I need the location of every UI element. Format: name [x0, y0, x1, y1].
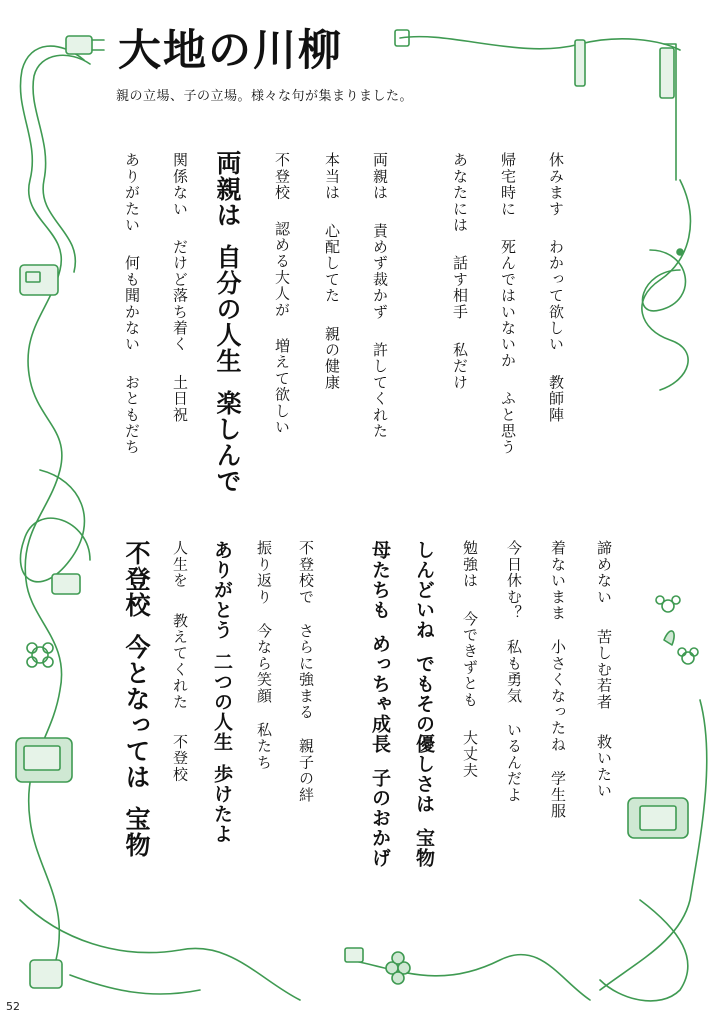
page-subtitle: 親の立場、子の立場。様々な句が集まりました。: [116, 89, 414, 104]
phrase: 振り返り: [255, 540, 273, 605]
phrase: 今となっては: [122, 634, 151, 790]
senryu-bottom-7: [298, 540, 313, 803]
phrase: いるんだよ: [505, 721, 523, 803]
phrase: 両親は: [213, 150, 242, 228]
phrase: 苦しむ若者: [595, 628, 613, 710]
phrase: おともだち: [123, 374, 141, 456]
senryu-top-5: [324, 152, 339, 390]
phrase: 勉強は: [461, 540, 479, 589]
phrase: 話す相手: [451, 255, 469, 320]
phrase: 不登校: [171, 733, 189, 783]
senryu-bottom-8: [256, 540, 271, 770]
phrase: ありがとう: [211, 540, 233, 640]
senryu-top-3: [452, 152, 467, 390]
phrase: めっちゃ成長: [369, 634, 391, 754]
phrase: 認める大人が: [273, 220, 291, 318]
phrase: 人生を: [171, 540, 189, 589]
phrase: 関係ない: [171, 152, 189, 217]
phrase: 帰宅時に: [499, 152, 517, 217]
phrase: 諦めない: [595, 540, 613, 605]
senryu-bottom-5: [414, 540, 433, 868]
phrase: 小さくなったね: [549, 639, 567, 753]
senryu-top-1: [548, 152, 563, 423]
phrase: 私だけ: [451, 341, 469, 391]
phrase: 歩けたよ: [211, 764, 233, 844]
senryu-bottom-1: [596, 540, 611, 799]
phrase: 親の健康: [323, 325, 341, 391]
phrase: 子のおかげ: [369, 768, 391, 868]
senryu-top-8: [172, 152, 187, 423]
phrase: 教師陣: [547, 374, 565, 423]
phrase: 学生服: [549, 770, 567, 820]
phrase: わかって欲しい: [547, 238, 565, 353]
phrase: 許してくれた: [371, 341, 389, 440]
phrase: 二つの人生: [211, 652, 233, 752]
phrase: ふと思う: [499, 390, 517, 456]
senryu-top-2: [500, 152, 515, 455]
senryu-bottom-9: [212, 540, 231, 844]
phrase: 今日休む？: [505, 540, 523, 621]
phrase: 何も聞かない: [123, 255, 141, 353]
phrase: だけど落ち着く: [171, 238, 189, 353]
phrase: 自分の人生: [213, 244, 242, 374]
phrase: 今なら笑顔: [255, 622, 273, 704]
phrase: 私たち: [255, 721, 273, 771]
page-number: 52: [6, 1000, 20, 1013]
phrase: 宝物: [413, 828, 435, 868]
senryu-bottom-3: [506, 540, 521, 803]
phrase: 死んではいないか: [499, 238, 517, 369]
senryu-top-9: [124, 152, 139, 455]
senryu-bottom-6: [370, 540, 389, 868]
phrase: 教えてくれた: [171, 612, 189, 710]
phrase: あなたには: [451, 152, 469, 233]
phrase: 本当は: [323, 152, 341, 201]
senryu-top-7: [215, 150, 240, 494]
phrase: 責めず裁かず: [371, 222, 389, 320]
phrase: 休みます: [547, 152, 565, 217]
phrase: 親子の絆: [297, 738, 315, 803]
phrase: 大丈夫: [461, 729, 479, 779]
phrase: 母たちも: [369, 540, 391, 620]
phrase: 私も勇気: [505, 639, 523, 704]
senryu-bottom-4: [462, 540, 477, 778]
phrase: 今できずとも: [461, 610, 479, 708]
senryu-bottom-11: [124, 540, 149, 858]
senryu-top-6: [274, 152, 289, 435]
phrase: でもその優しさは: [413, 654, 435, 814]
phrase: 両親は: [371, 152, 389, 201]
phrase: さらに強まる: [297, 622, 315, 721]
phrase: 不登校: [273, 152, 291, 201]
phrase: 不登校で: [297, 540, 315, 605]
senryu-bottom-2: [550, 540, 565, 819]
phrase: 心配してた: [323, 222, 341, 304]
phrase: 救いたい: [595, 733, 613, 799]
phrase: 着ないまま: [549, 540, 567, 621]
phrase: しんどいね: [413, 540, 435, 640]
senryu-bottom-10: [172, 540, 187, 782]
phrase: ありがたい: [123, 152, 141, 233]
phrase: 増えて欲しい: [273, 337, 291, 436]
phrase: 宝物: [122, 806, 151, 858]
page-title: 大地の川柳: [118, 26, 343, 76]
phrase: 土日祝: [171, 374, 189, 423]
phrase: 楽しんで: [213, 390, 242, 494]
phrase: 不登校: [122, 540, 151, 618]
senryu-top-4: [372, 152, 387, 439]
